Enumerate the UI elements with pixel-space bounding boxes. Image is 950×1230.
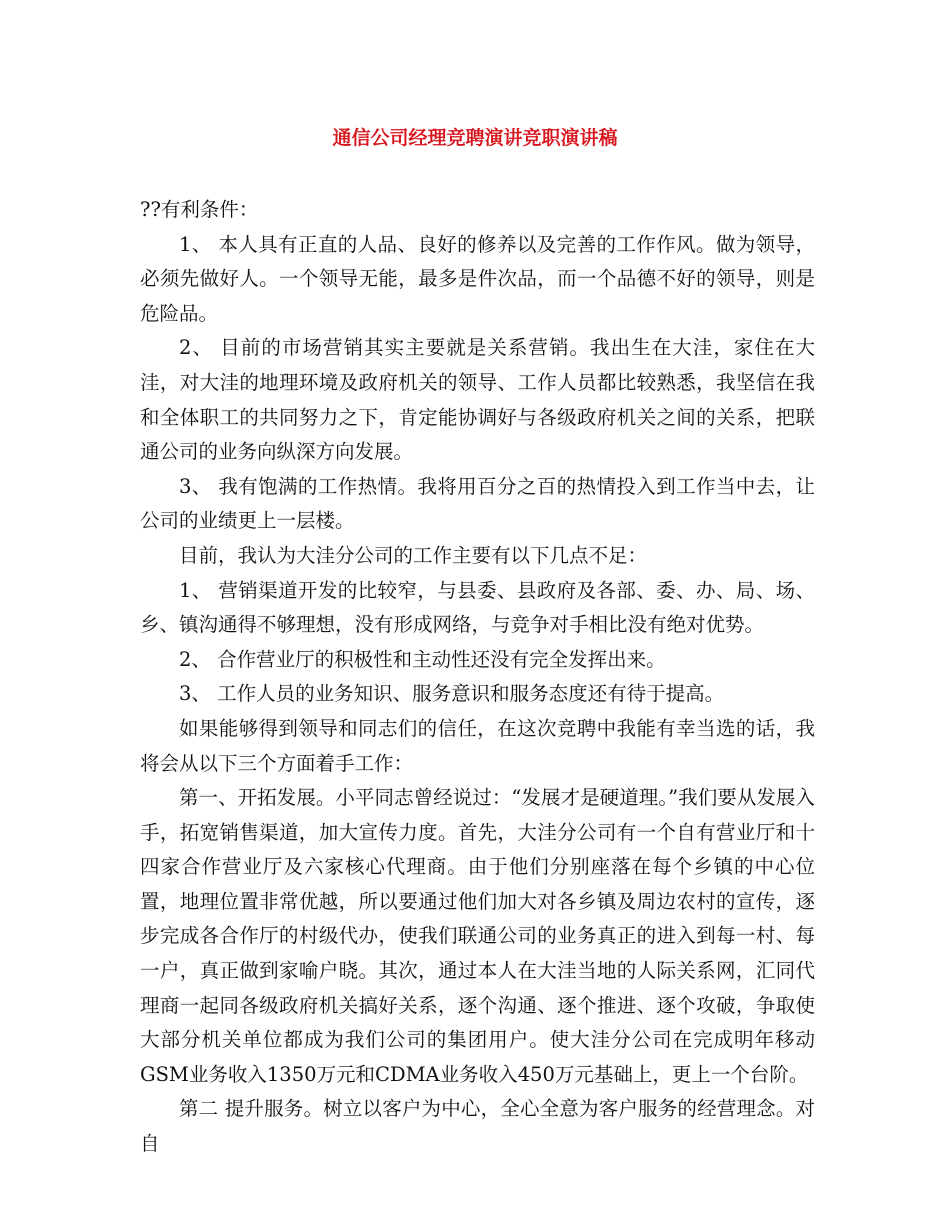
- paragraph-advantages-heading: ??有利条件：: [140, 198, 259, 221]
- paragraph-shortcoming-1: 1、 营销渠道开发的比较窄，与县委、县政府及各部、委、办、局、场、乡、镇沟通得不够理想，没有形成网络，与竞争对手相比没有绝对优势。: [140, 578, 815, 637]
- paragraph-plan-1: 第一、开拓发展。小平同志曾经说过：“发展才是硬道理。”我们要从发展入手，拓宽销售渠道，加大宣传力度。首先，大洼分公司有一个自有营业厅和十四家合作营业厅及六家核心代理商。由于他们分别座落在每个乡镇的中心位置，地理位置非常优越，所以要通过他们加大对各乡镇及周边农村的宣传，逐步完成各合作厅的村级代办，使我们联通公司的业务真正的进入到每一村、每一户，真正做到家喻户晓。其次，通过本人在大洼当地的人际关系网，汇同代理商一起同各级政府机关搞好关系，逐个沟通、逐个推进、逐个攻破，争取使大部分机关单位都成为我们公司的集团用户。使大洼分公司在完成明年移动GSM业务收入1350万元和CDMA业务收入450万元基础上，更上一个台阶。: [140, 786, 815, 1086]
- paragraph-advantage-1: 1、 本人具有正直的人品、良好的修养以及完善的工作作风。做为领导，必须先做好人。一个领导无能，最多是件次品，而一个品德不好的领导，则是危险品。: [140, 232, 815, 325]
- paragraph-plan-2: 第二 提升服务。树立以客户为中心，全心全意为客户服务的经营理念。对自: [140, 1097, 815, 1156]
- paragraph-shortcomings-intro: 目前，我认为大洼分公司的工作主要有以下几点不足：: [179, 543, 648, 567]
- document-body: [140, 193, 815, 1162]
- paragraph-advantage-3: 3、 我有饱满的工作热情。我将用百分之百的热情投入到工作当中去，让公司的业绩更上一层楼。: [140, 474, 815, 533]
- paragraph-plan-intro: 如果能够得到领导和同志们的信任，在这次竞聘中我能有幸当选的话，我将会从以下三个方面着手工作：: [140, 716, 815, 775]
- paragraph-advantage-2: 2、 目前的市场营销其实主要就是关系营销。我出生在大洼，家住在大洼，对大洼的地理环境及政府机关的领导、工作人员都比较熟悉，我坚信在我和全体职工的共同努力之下，肯定能协调好与各级政府机关之间的关系，把联通公司的业务向纵深方向发展。: [140, 336, 815, 464]
- document-title: 通信公司经理竞聘演讲竞职演讲稿: [332, 127, 618, 149]
- paragraph-shortcoming-2: 2、 合作营业厅的积极性和主动性还没有完全发挥出来。: [179, 647, 666, 671]
- paragraph-shortcoming-3: 3、 工作人员的业务知识、服务意识和服务态度还有待于提高。: [179, 682, 725, 706]
